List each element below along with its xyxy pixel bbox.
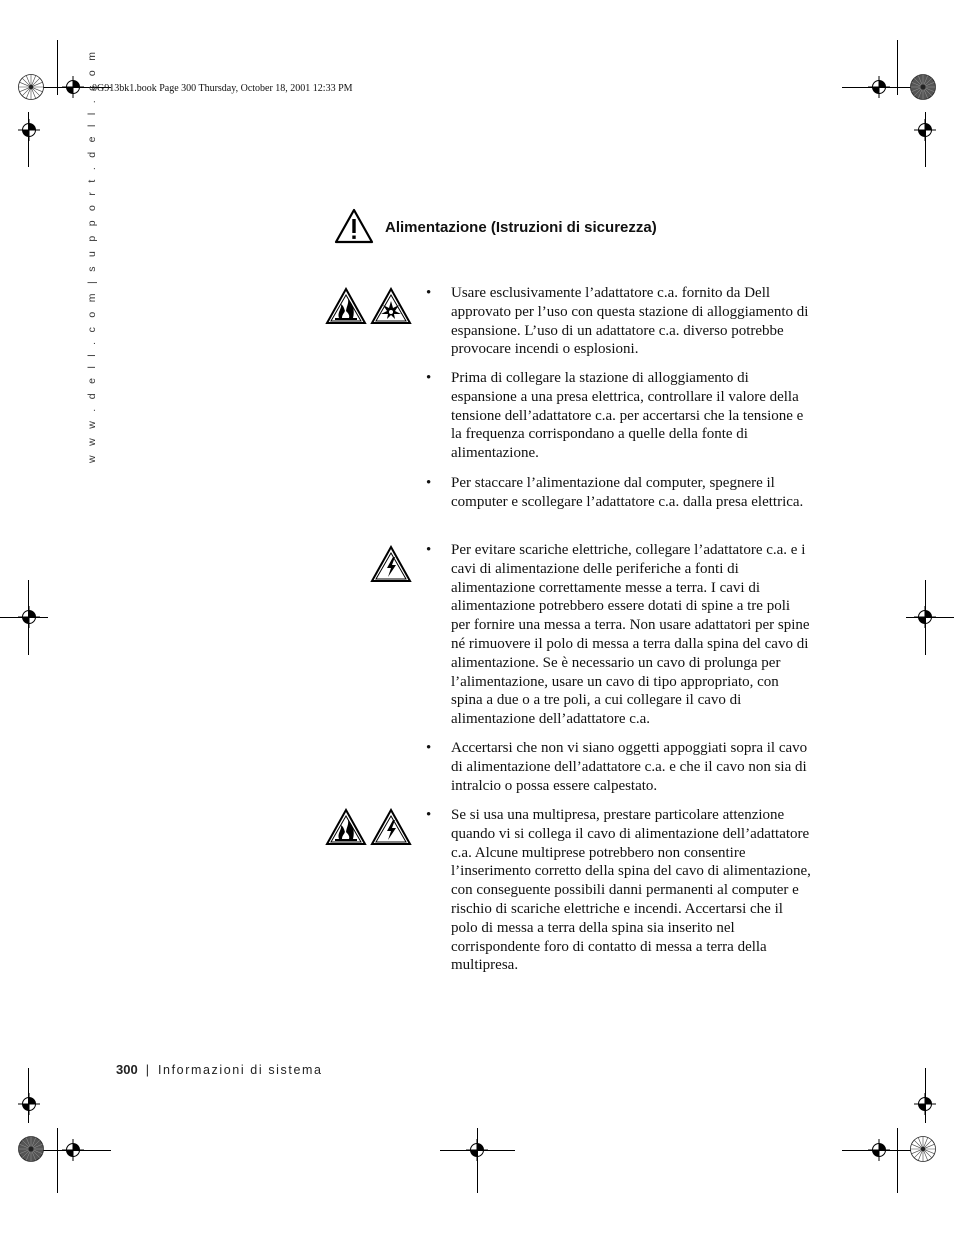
list-item <box>426 806 811 975</box>
registration-mark-icon <box>62 1139 84 1161</box>
section-title: Alimentazione (Istruzioni di sicurezza) <box>385 219 657 236</box>
bullet-marker: • <box>426 542 432 558</box>
bullet-marker: • <box>426 370 432 386</box>
warning-triangle-icon <box>334 208 374 244</box>
registration-mark-icon <box>914 1093 936 1115</box>
list-item <box>426 284 811 359</box>
list-item-text: Per evitare scariche elettriche, collegare l’adattatore c.a. e i cavi di alimentazione delle periferiche a fonti di alimentazione correttamente messe a terra. I cavi di alimentazione potrebbero essere dotati di spine a tre poli per fornire una messa a terra. Non usare adattatori per spine né rimuovere il polo di messa a terra dalla spina del cavo di alimentazione. Se è necessario un cavo di prolunga per l’alimentazione, usare un cavo di tipo appropriato, con spina a due o a tre poli, a cui collegare il cavo di alimentazione dell’adattatore c.a. <box>451 542 810 728</box>
side-url-text: w w w . d e l l . c o m | s u p p o r t . d e l l . c o m <box>86 48 98 463</box>
list-item <box>426 369 811 463</box>
explosion-hazard-icon <box>370 287 412 325</box>
electric-shock-icon <box>370 545 412 583</box>
list-item <box>426 739 811 795</box>
bullet-marker: • <box>426 285 432 301</box>
list-item-text: Per staccare l’alimentazione dal computer, spegnere il computer e scollegare l’adattatore c.a. dalla presa elettrica. <box>451 475 804 510</box>
crop-mark <box>897 1128 898 1193</box>
page-footer <box>116 1062 323 1077</box>
list-item-text: Prima di collegare la stazione di alloggiamento di espansione a una presa elettrica, controllare il valore della tensione dell’adattatore c.a. per accertarsi che la tensione e la frequenza corrispondano a quelle della fonte di alimentazione. <box>451 370 804 462</box>
footer-separator: | <box>145 1063 149 1077</box>
registration-mark-icon <box>18 1093 40 1115</box>
color-rosette-icon <box>18 1136 44 1162</box>
list-item-text: Usare esclusivamente l’adattatore c.a. fornito da Dell approvato per l’uso con questa stazione di alloggiamento di espansione. L’uso di un adattatore c.a. diverso potrebbe provocare incendi o esplosioni. <box>451 285 809 358</box>
list-item-text: Accertarsi che non vi siano oggetti appoggiati sopra il cavo di alimentazione dell’adattatore c.a. e che il cavo non sia di intralcio o possa essere calpestato. <box>451 740 808 794</box>
fire-hazard-icon <box>325 808 367 846</box>
registration-mark-icon <box>868 1139 890 1161</box>
book-header-stamp: 0G913bk1.book Page 300 Thursday, October 18, 2001 12:33 PM <box>92 83 353 94</box>
electric-shock-icon <box>370 808 412 846</box>
fire-hazard-icon <box>325 287 367 325</box>
footer-section-title: Informazioni di sistema <box>157 1063 323 1077</box>
bullet-marker: • <box>426 807 432 823</box>
list-item <box>426 474 811 512</box>
registration-mark-icon <box>18 119 40 141</box>
bullet-marker: • <box>426 475 432 491</box>
registration-mark-icon <box>914 119 936 141</box>
registration-mark-icon <box>868 76 890 98</box>
bullet-marker: • <box>426 740 432 756</box>
crop-mark <box>57 1128 58 1193</box>
list-item <box>426 541 811 729</box>
registration-mark-icon <box>914 606 936 628</box>
color-rosette-icon <box>18 74 44 100</box>
color-rosette-icon <box>910 74 936 100</box>
registration-mark-icon <box>18 606 40 628</box>
color-rosette-icon <box>910 1136 936 1162</box>
page-number: 300 <box>116 1062 138 1077</box>
registration-mark-icon <box>62 76 84 98</box>
list-item-text: Se si usa una multipresa, prestare particolare attenzione quando vi si collega il cavo di alimentazione dell’adattatore c.a. Alcune multiprese potrebbero non consentire l’inserimento corretto della spina del cavo di alimentazione, con conseguente possibili danni permanenti al computer e rischio di scariche elettriche e incendi. Accertarsi che il polo di messa a terra della spina sia inserito nel corrispondente foro di contatto di messa a terra della multipresa. <box>451 807 811 974</box>
registration-mark-icon <box>466 1139 488 1161</box>
